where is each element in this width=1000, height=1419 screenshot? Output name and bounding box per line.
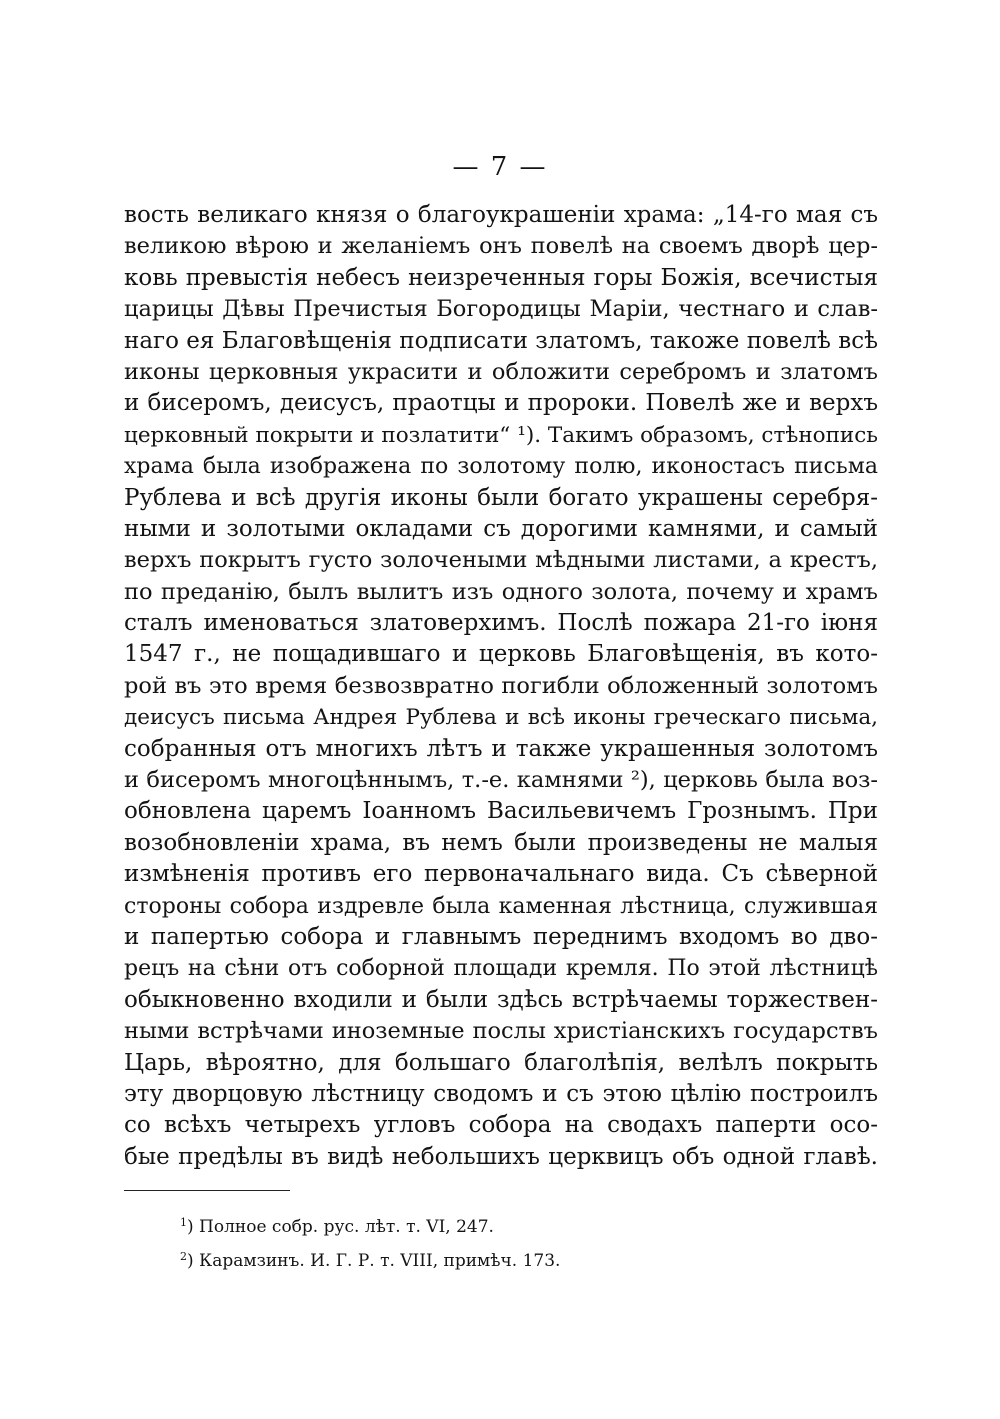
text-line: обновлена царемъ Іоанномъ Васильевичемъ Грознымъ. При <box>124 798 878 825</box>
text-line: ными встрѣчами иноземные послы христіанскихъ государствъ <box>124 1018 878 1045</box>
text-line: ными и золотыми окладами съ дорогими камнями, и самый <box>124 515 878 542</box>
text-line: по преданію, былъ вылитъ изъ одного золота, почему и храмъ <box>124 578 878 605</box>
text-line: ковь превыстія небесъ неизреченныя горы Божія, всечистыя <box>124 264 878 291</box>
text-line: иконы церковныя украсити и обложити серебромъ и златомъ <box>124 358 878 385</box>
footnotes <box>180 1208 780 1276</box>
footnote-1 <box>180 1208 780 1242</box>
footnote-2 <box>180 1242 780 1276</box>
body-text <box>124 200 878 1173</box>
text-line: царицы Дѣвы Пречистыя Богородицы Маріи, честнаго и слав- <box>124 296 878 323</box>
text-line: стороны собора издревле была каменная лѣстница, служившая <box>124 893 878 919</box>
text-line: возобновленіи храма, въ немъ были произведены не малыя <box>124 829 878 856</box>
text-line: рой въ это время безвозвратно погибли обложенный золотомъ <box>124 672 878 699</box>
text-line: обыкновенно входили и были здѣсь встрѣчаемы торжествен- <box>124 986 878 1013</box>
text-line: великою вѣрою и желаніемъ онъ повелѣ на своемъ дворѣ цер- <box>124 233 878 260</box>
text-line: и бисеромъ, деисусъ, праотцы и пророки. Повелѣ же и верхъ <box>124 390 878 417</box>
footnote-mark: 1 <box>180 1216 187 1229</box>
text-line: и бисеромъ многоцѣннымъ, т.-е. камнями ²), церковь была воз- <box>124 767 878 794</box>
text-line: и папертью собора и главнымъ переднимъ входомъ во дво- <box>124 923 878 950</box>
text-line: деисусъ письма Андрея Рублева и всѣ иконы греческаго письма, <box>124 705 878 731</box>
text-line: сталъ именоваться златоверхимъ. Послѣ пожара 21-го іюня <box>124 610 878 637</box>
text-line: церковный покрыти и позлатити“ ¹). Такимъ образомъ, стѣнопись <box>124 422 878 448</box>
text-line: 1547 г., не пощадившаго и церковь Благовѣщенія, въ кото- <box>124 641 878 668</box>
text-line: бые предѣлы въ видѣ небольшихъ церквицъ объ одной главѣ. <box>124 1143 878 1170</box>
text-line: наго ея Благовѣщенія подписати златомъ, такоже повелѣ вcѣ <box>124 327 878 354</box>
text-line: вость великаго князя о благоукрашеніи храма: „14-го мая съ <box>124 202 878 228</box>
text-line: Рублева и всѣ другія иконы были богато украшены серебря- <box>124 484 878 511</box>
footnote-text: ) Карамзинъ. И. Г. Р. т. VIII, примѣч. 173. <box>187 1251 561 1271</box>
text-line: измѣненія противъ его первоначальнаго вида. Съ сѣверной <box>124 861 878 888</box>
footnote-mark: 2 <box>180 1250 187 1263</box>
text-line: храма была изображена по золотому полю, иконостасъ письма <box>124 454 878 480</box>
text-line: со всѣхъ четырехъ угловъ собора на сводахъ паперти осо- <box>124 1112 878 1139</box>
text-line: эту дворцовую лѣстницу сводомъ и съ этою цѣлію построилъ <box>124 1080 878 1107</box>
page-number: — 7 — <box>452 152 548 182</box>
text-line: верхъ покрытъ густо золочеными мѣдными листами, а крестъ, <box>124 547 878 574</box>
text-line: Царь, вѣроятно, для большаго благолѣпія, велѣлъ покрыть <box>124 1049 878 1076</box>
text-line: рецъ на сѣни отъ соборной площади кремля. По этой лѣстницѣ <box>124 956 878 982</box>
footnote-separator <box>124 1190 290 1191</box>
text-line: собранныя отъ многихъ лѣтъ и также украшенныя золотомъ <box>124 735 878 762</box>
footnote-text: ) Полное собр. рус. лѣт. т. VI, 247. <box>187 1217 494 1237</box>
